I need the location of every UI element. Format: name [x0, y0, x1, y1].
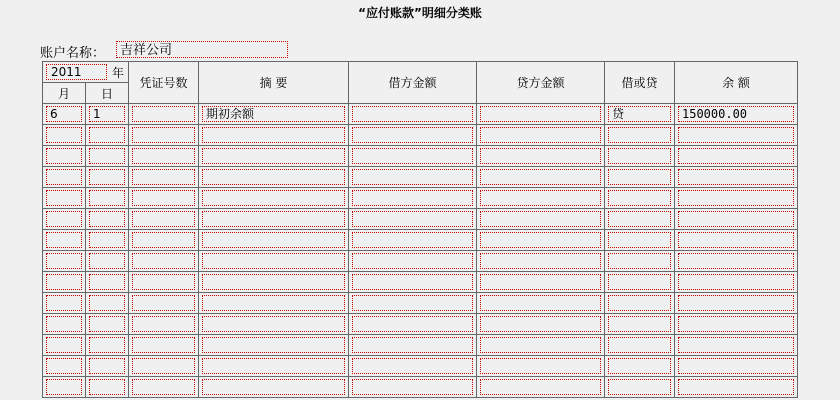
debit-input[interactable]	[352, 274, 473, 290]
year-label: 年	[112, 65, 125, 80]
credit-cell	[477, 104, 605, 125]
summary-input[interactable]: 期初余额	[202, 106, 345, 122]
voucher-cell	[129, 272, 199, 293]
credit-input[interactable]	[480, 316, 601, 332]
debit-cell	[349, 335, 477, 356]
debit-input[interactable]	[352, 211, 473, 227]
day-cell	[86, 293, 129, 314]
summary-header: 摘 要	[199, 62, 349, 104]
voucher-cell	[129, 314, 199, 335]
debit-input[interactable]	[352, 169, 473, 185]
summary-input[interactable]	[202, 232, 345, 248]
direction-cell	[605, 104, 675, 125]
credit-input[interactable]	[480, 253, 601, 269]
month-input[interactable]	[46, 148, 82, 164]
direction-cell	[605, 272, 675, 293]
balance-input[interactable]: 150000.00	[678, 106, 794, 122]
voucher-cell	[129, 293, 199, 314]
balance-input[interactable]	[678, 169, 794, 185]
summary-cell	[199, 272, 349, 293]
balance-cell	[675, 251, 798, 272]
summary-input[interactable]	[202, 253, 345, 269]
direction-cell	[605, 251, 675, 272]
month-input[interactable]	[46, 127, 82, 143]
voucher-input[interactable]	[132, 106, 195, 122]
day-cell	[86, 335, 129, 356]
ledger-row	[43, 356, 798, 377]
credit-input[interactable]	[480, 211, 601, 227]
account-name-label: 账户名称：	[40, 46, 106, 61]
voucher-cell	[129, 146, 199, 167]
debit-input[interactable]	[352, 295, 473, 311]
balance-cell	[675, 356, 798, 377]
credit-input[interactable]	[480, 379, 601, 395]
summary-cell	[199, 146, 349, 167]
credit-input[interactable]	[480, 274, 601, 290]
direction-input[interactable]	[608, 253, 671, 269]
month-input[interactable]	[46, 169, 82, 185]
summary-input[interactable]	[202, 358, 345, 374]
debit-cell	[349, 188, 477, 209]
debit-input[interactable]	[352, 337, 473, 353]
direction-input[interactable]: 贷	[608, 106, 671, 122]
credit-input[interactable]	[480, 169, 601, 185]
balance-cell	[675, 209, 798, 230]
summary-cell	[199, 188, 349, 209]
ledger-row	[43, 167, 798, 188]
ledger-row	[43, 188, 798, 209]
ledger-row	[43, 314, 798, 335]
direction-input[interactable]	[608, 337, 671, 353]
voucher-input[interactable]	[132, 253, 195, 269]
debit-cell	[349, 104, 477, 125]
debit-cell	[349, 293, 477, 314]
day-input[interactable]	[89, 127, 125, 143]
direction-cell	[605, 230, 675, 251]
balance-header: 余 额	[675, 62, 798, 104]
month-cell	[43, 251, 86, 272]
day-cell	[86, 125, 129, 146]
ledger-row	[43, 335, 798, 356]
day-input[interactable]	[89, 379, 125, 395]
debit-header: 借方金额	[349, 62, 477, 104]
debit-cell	[349, 377, 477, 398]
balance-cell	[675, 377, 798, 398]
day-input[interactable]	[89, 358, 125, 374]
direction-cell	[605, 335, 675, 356]
month-cell	[43, 230, 86, 251]
voucher-cell	[129, 125, 199, 146]
credit-cell	[477, 356, 605, 377]
voucher-cell	[129, 104, 199, 125]
credit-input[interactable]	[480, 148, 601, 164]
direction-cell	[605, 293, 675, 314]
month-cell	[43, 335, 86, 356]
credit-header: 贷方金额	[477, 62, 605, 104]
credit-cell	[477, 377, 605, 398]
debit-cell	[349, 167, 477, 188]
balance-input[interactable]	[678, 337, 794, 353]
voucher-input[interactable]	[132, 358, 195, 374]
credit-input[interactable]	[480, 358, 601, 374]
balance-input[interactable]	[678, 274, 794, 290]
month-cell	[43, 377, 86, 398]
voucher-input[interactable]	[132, 337, 195, 353]
month-cell	[43, 104, 86, 125]
balance-cell	[675, 104, 798, 125]
direction-cell	[605, 146, 675, 167]
summary-cell	[199, 125, 349, 146]
month-cell	[43, 125, 86, 146]
month-cell	[43, 146, 86, 167]
balance-input[interactable]	[678, 379, 794, 395]
month-cell	[43, 167, 86, 188]
month-header: 月	[43, 83, 86, 104]
credit-cell	[477, 272, 605, 293]
ledger-row	[43, 104, 798, 125]
credit-cell	[477, 188, 605, 209]
month-input[interactable]	[46, 211, 82, 227]
day-cell	[86, 272, 129, 293]
direction-cell	[605, 188, 675, 209]
summary-cell	[199, 230, 349, 251]
summary-input[interactable]	[202, 190, 345, 206]
credit-input[interactable]	[480, 232, 601, 248]
summary-cell	[199, 356, 349, 377]
month-cell	[43, 272, 86, 293]
debit-cell	[349, 209, 477, 230]
credit-input[interactable]	[480, 295, 601, 311]
day-cell	[86, 167, 129, 188]
balance-input[interactable]	[678, 316, 794, 332]
day-cell	[86, 230, 129, 251]
credit-cell	[477, 335, 605, 356]
month-input[interactable]	[46, 358, 82, 374]
day-input[interactable]: 1	[89, 106, 125, 122]
debit-cell	[349, 272, 477, 293]
direction-header: 借或贷	[605, 62, 675, 104]
summary-input[interactable]	[202, 337, 345, 353]
balance-cell	[675, 230, 798, 251]
balance-cell	[675, 272, 798, 293]
direction-input[interactable]	[608, 169, 671, 185]
debit-cell	[349, 125, 477, 146]
summary-input[interactable]	[202, 274, 345, 290]
day-cell	[86, 251, 129, 272]
summary-cell	[199, 293, 349, 314]
balance-input[interactable]	[678, 190, 794, 206]
direction-input[interactable]	[608, 211, 671, 227]
month-cell	[43, 188, 86, 209]
day-cell	[86, 356, 129, 377]
summary-cell	[199, 251, 349, 272]
page-title: “应付账款”明细分类账	[358, 6, 482, 20]
day-input[interactable]	[89, 295, 125, 311]
debit-input[interactable]	[352, 316, 473, 332]
debit-input[interactable]	[352, 148, 473, 164]
debit-cell	[349, 314, 477, 335]
direction-input[interactable]	[608, 127, 671, 143]
day-input[interactable]	[89, 148, 125, 164]
direction-input[interactable]	[608, 358, 671, 374]
day-input[interactable]	[89, 190, 125, 206]
balance-cell	[675, 335, 798, 356]
voucher-cell	[129, 167, 199, 188]
direction-cell	[605, 377, 675, 398]
ledger-row	[43, 146, 798, 167]
debit-input[interactable]	[352, 379, 473, 395]
ledger-row	[43, 251, 798, 272]
day-cell	[86, 146, 129, 167]
balance-cell	[675, 188, 798, 209]
balance-cell	[675, 293, 798, 314]
direction-input[interactable]	[608, 295, 671, 311]
month-cell	[43, 293, 86, 314]
summary-input[interactable]	[202, 379, 345, 395]
balance-input[interactable]	[678, 127, 794, 143]
day-input[interactable]	[89, 232, 125, 248]
account-name-input[interactable]: 吉祥公司	[116, 41, 288, 58]
summary-input[interactable]	[202, 127, 345, 143]
voucher-input[interactable]	[132, 211, 195, 227]
day-cell	[86, 314, 129, 335]
debit-cell	[349, 230, 477, 251]
voucher-input[interactable]	[132, 316, 195, 332]
month-cell	[43, 314, 86, 335]
summary-input[interactable]	[202, 211, 345, 227]
direction-input[interactable]	[608, 379, 671, 395]
direction-cell	[605, 209, 675, 230]
month-input[interactable]	[46, 337, 82, 353]
direction-cell	[605, 167, 675, 188]
direction-input[interactable]	[608, 232, 671, 248]
debit-input[interactable]	[352, 253, 473, 269]
debit-input[interactable]	[352, 106, 473, 122]
day-cell	[86, 188, 129, 209]
credit-cell	[477, 125, 605, 146]
voucher-input[interactable]	[132, 127, 195, 143]
month-cell	[43, 356, 86, 377]
credit-cell	[477, 293, 605, 314]
day-input[interactable]	[89, 211, 125, 227]
balance-input[interactable]	[678, 211, 794, 227]
day-cell	[86, 104, 129, 125]
ledger-row	[43, 209, 798, 230]
month-input[interactable]: 6	[46, 106, 82, 122]
voucher-no-header: 凭证号数	[129, 62, 199, 104]
debit-cell	[349, 251, 477, 272]
credit-input[interactable]	[480, 106, 601, 122]
ledger-table	[42, 61, 798, 398]
voucher-input[interactable]	[132, 190, 195, 206]
direction-cell	[605, 314, 675, 335]
summary-cell	[199, 314, 349, 335]
direction-input[interactable]	[608, 148, 671, 164]
voucher-cell	[129, 377, 199, 398]
balance-cell	[675, 167, 798, 188]
month-input[interactable]	[46, 295, 82, 311]
voucher-cell	[129, 356, 199, 377]
voucher-cell	[129, 335, 199, 356]
balance-cell	[675, 314, 798, 335]
month-input[interactable]	[46, 316, 82, 332]
month-input[interactable]	[46, 232, 82, 248]
balance-input[interactable]	[678, 295, 794, 311]
summary-input[interactable]	[202, 295, 345, 311]
debit-cell	[349, 146, 477, 167]
summary-cell	[199, 104, 349, 125]
credit-cell	[477, 209, 605, 230]
credit-cell	[477, 167, 605, 188]
day-input[interactable]	[89, 253, 125, 269]
debit-input[interactable]	[352, 232, 473, 248]
ledger-row	[43, 272, 798, 293]
month-input[interactable]	[46, 379, 82, 395]
balance-input[interactable]	[678, 148, 794, 164]
direction-input[interactable]	[608, 190, 671, 206]
header-row-1	[43, 62, 798, 83]
voucher-cell	[129, 230, 199, 251]
summary-cell	[199, 335, 349, 356]
day-input[interactable]	[89, 274, 125, 290]
voucher-input[interactable]	[132, 169, 195, 185]
credit-cell	[477, 230, 605, 251]
summary-cell	[199, 209, 349, 230]
day-input[interactable]	[89, 337, 125, 353]
summary-cell	[199, 167, 349, 188]
voucher-input[interactable]	[132, 379, 195, 395]
day-header: 日	[86, 83, 129, 104]
year-input[interactable]: 2011	[46, 64, 107, 80]
ledger-row	[43, 125, 798, 146]
debit-input[interactable]	[352, 190, 473, 206]
voucher-cell	[129, 251, 199, 272]
voucher-cell	[129, 188, 199, 209]
day-cell	[86, 377, 129, 398]
direction-cell	[605, 356, 675, 377]
direction-input[interactable]	[608, 274, 671, 290]
direction-cell	[605, 125, 675, 146]
debit-input[interactable]	[352, 358, 473, 374]
credit-cell	[477, 314, 605, 335]
credit-cell	[477, 251, 605, 272]
summary-input[interactable]	[202, 316, 345, 332]
summary-cell	[199, 377, 349, 398]
month-input[interactable]	[46, 274, 82, 290]
debit-input[interactable]	[352, 127, 473, 143]
voucher-input[interactable]	[132, 295, 195, 311]
month-input[interactable]	[46, 190, 82, 206]
debit-cell	[349, 356, 477, 377]
ledger-row	[43, 230, 798, 251]
summary-input[interactable]	[202, 148, 345, 164]
ledger-row	[43, 377, 798, 398]
credit-input[interactable]	[480, 190, 601, 206]
balance-cell	[675, 146, 798, 167]
day-input[interactable]	[89, 316, 125, 332]
day-input[interactable]	[89, 169, 125, 185]
voucher-input[interactable]	[132, 232, 195, 248]
voucher-input[interactable]	[132, 274, 195, 290]
ledger-row	[43, 293, 798, 314]
month-cell	[43, 209, 86, 230]
credit-cell	[477, 146, 605, 167]
balance-cell	[675, 125, 798, 146]
voucher-cell	[129, 209, 199, 230]
voucher-input[interactable]	[132, 148, 195, 164]
month-input[interactable]	[46, 253, 82, 269]
balance-input[interactable]	[678, 358, 794, 374]
balance-input[interactable]	[678, 232, 794, 248]
direction-input[interactable]	[608, 316, 671, 332]
summary-input[interactable]	[202, 169, 345, 185]
credit-input[interactable]	[480, 127, 601, 143]
balance-input[interactable]	[678, 253, 794, 269]
day-cell	[86, 209, 129, 230]
credit-input[interactable]	[480, 337, 601, 353]
year-cell	[43, 62, 129, 83]
